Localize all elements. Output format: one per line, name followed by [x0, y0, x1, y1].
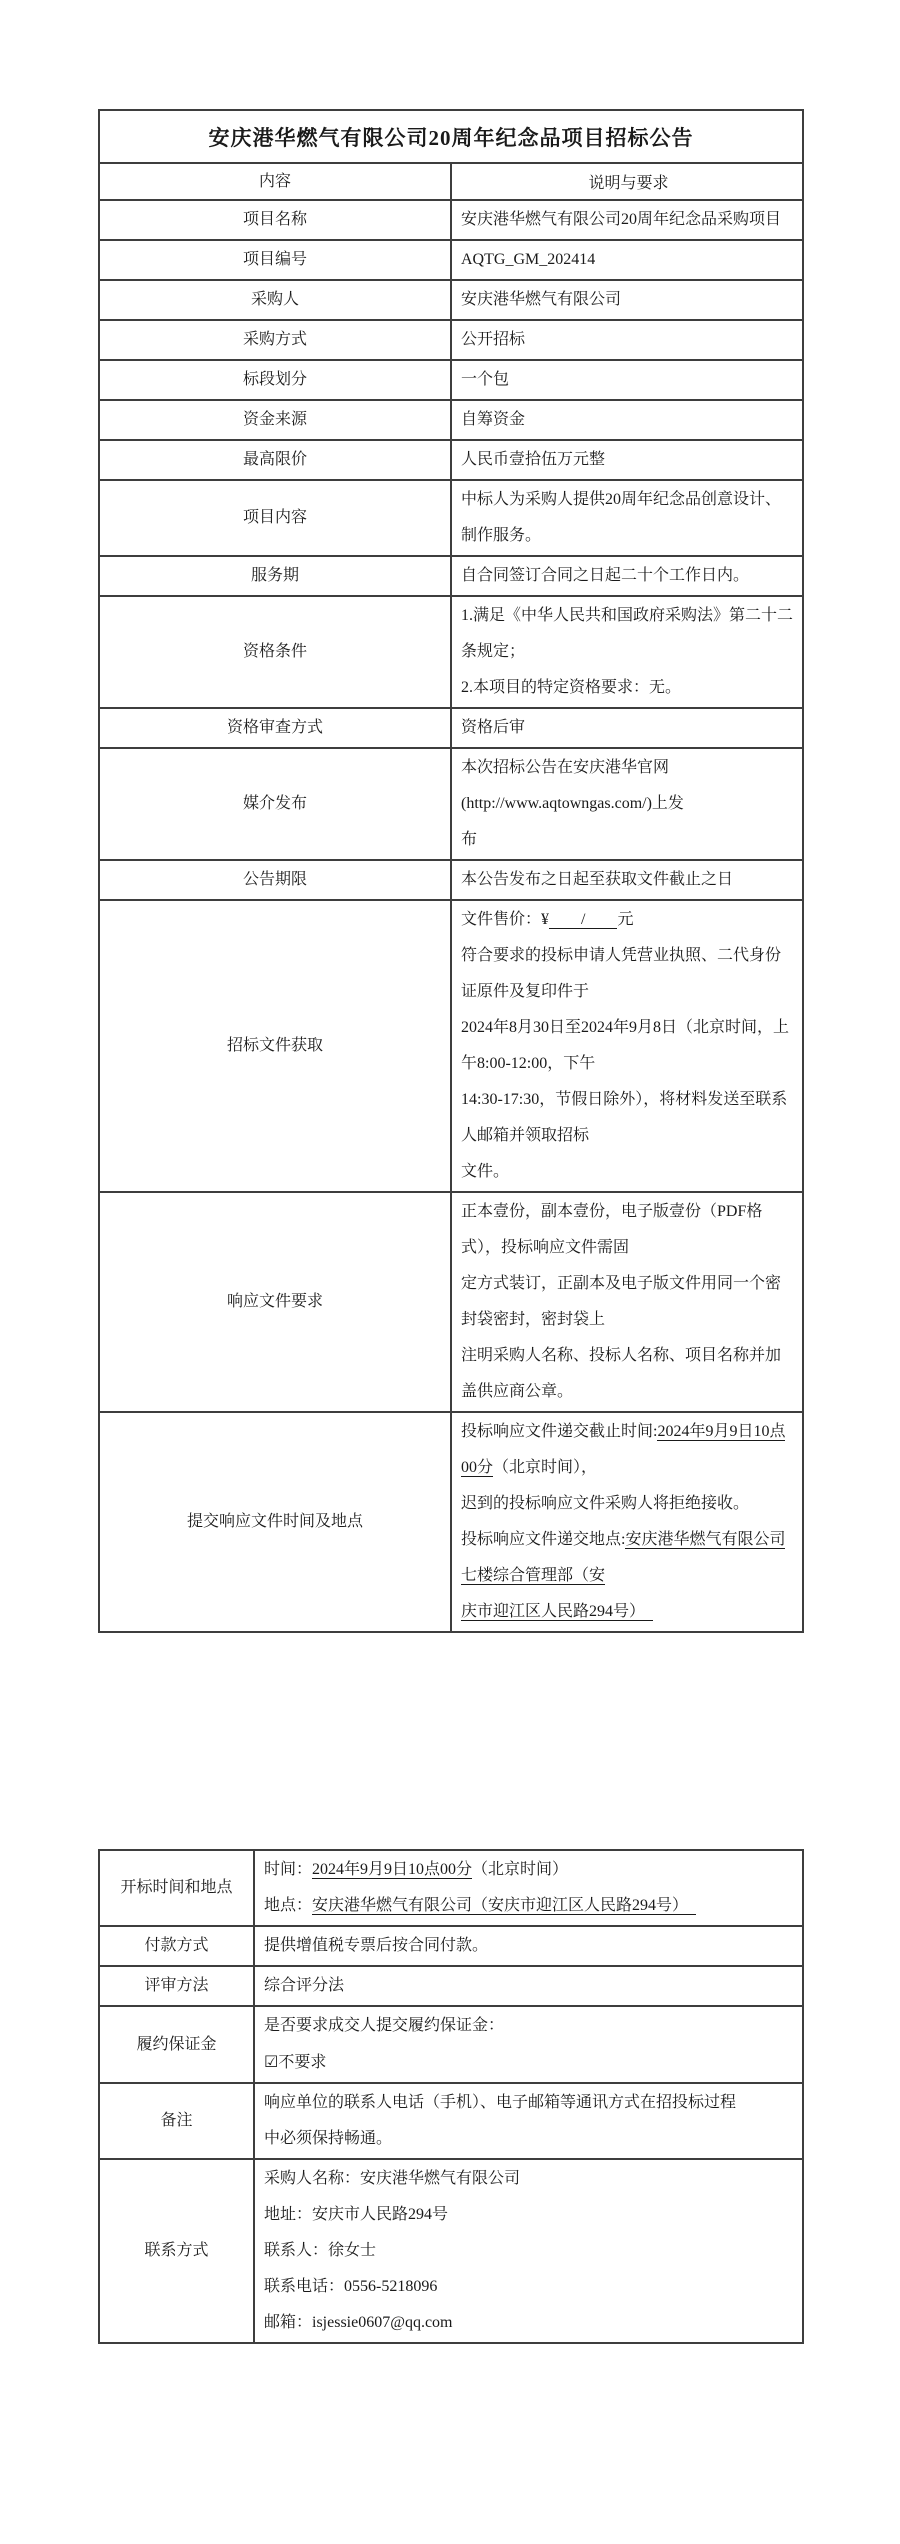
- row-value-cell: [451, 200, 803, 240]
- price-blank-field: /: [549, 911, 618, 928]
- row-value-cell: [451, 596, 803, 708]
- value-line: [461, 442, 796, 478]
- value-line: [461, 1266, 796, 1338]
- table-row: [99, 2006, 803, 2083]
- text-segment: 联系电话：0556-5218096: [264, 2278, 438, 2295]
- bid-opening-address: 安庆港华燃气有限公司（安庆市迎江区人民路294号）: [312, 1897, 697, 1914]
- text-segment: 安庆港华燃气有限公司: [461, 291, 622, 308]
- value-line: [264, 1888, 796, 1924]
- text-segment: 自筹资金: [461, 411, 526, 428]
- text-segment: 一个包: [461, 371, 510, 388]
- row-value-cell: [451, 708, 803, 748]
- text-segment: 中标人为采购人提供20周年纪念品创意设计、制作服务。: [461, 491, 782, 544]
- table-row: [99, 320, 803, 360]
- text-segment: 安庆港华燃气有限公司20周年纪念品采购项目: [461, 211, 782, 228]
- text-segment: 文件售价：¥: [461, 911, 550, 928]
- row-value-cell: [451, 280, 803, 320]
- value-line: [461, 750, 796, 822]
- value-line: [264, 1968, 796, 2004]
- value-line: [264, 2161, 796, 2197]
- row-label-cell: 项目名称: [99, 200, 451, 240]
- row-value-cell: [451, 480, 803, 556]
- row-label-cell: 最高限价: [99, 440, 451, 480]
- table-row: [99, 440, 803, 480]
- row-label-cell: 开标时间和地点: [99, 1850, 254, 1926]
- value-line: [461, 362, 796, 398]
- row-label-cell: 标段划分: [99, 360, 451, 400]
- value-line: [461, 670, 796, 706]
- header-content-column: 内容: [99, 163, 451, 200]
- text-segment: 2024年8月30日至2024年9月8日（北京时间，上午8:00-12:00，下午: [461, 1019, 790, 1072]
- tender-table-body: [99, 110, 803, 1632]
- row-label-cell: 媒介发布: [99, 748, 451, 860]
- value-line: [461, 902, 796, 938]
- text-segment: 布: [461, 831, 478, 848]
- text-segment: 2.本项目的特定资格要求：无。: [461, 679, 682, 696]
- text-segment: 迟到的投标响应文件采购人将拒绝接收。: [461, 1495, 750, 1512]
- row-value-cell: [451, 748, 803, 860]
- row-value-cell: [451, 860, 803, 900]
- text-segment: 文件。: [461, 1163, 510, 1180]
- table-row: [99, 748, 803, 860]
- table-row: [99, 1412, 803, 1632]
- deadline-datetime: 2024年9月9日10点00分: [461, 1423, 786, 1476]
- table-row: [99, 280, 803, 320]
- table-row: [99, 240, 803, 280]
- text-segment: 14:30-17:30，节假日除外），将材料发送至联系人邮箱并领取招标: [461, 1091, 788, 1144]
- value-line: [461, 242, 796, 278]
- value-line: [461, 1194, 796, 1266]
- row-value-cell: [254, 2159, 803, 2343]
- table-row: [99, 900, 803, 1192]
- value-line: [461, 938, 796, 1010]
- value-line: [264, 2197, 796, 2233]
- row-value-cell: [254, 1850, 803, 1926]
- text-segment: （北京时间）: [472, 1861, 569, 1878]
- text-segment: 是否要求成交人提交履约保证金：: [264, 2017, 505, 2034]
- table-row: [99, 1926, 803, 1966]
- row-value-cell: [451, 400, 803, 440]
- table-row: [99, 2083, 803, 2159]
- row-label-cell: 评审方法: [99, 1966, 254, 2006]
- text-segment: 定方式装订，正副本及电子版文件用同一个密封袋密封，密封袋上: [461, 1275, 782, 1328]
- text-segment: 地点：: [264, 1897, 313, 1914]
- text-segment: （北京时间），: [493, 1459, 598, 1476]
- value-line: [264, 2044, 796, 2081]
- value-line: [461, 1154, 796, 1190]
- text-segment: 投标响应文件递交地点:: [461, 1531, 626, 1548]
- checked-checkbox-icon: ☑: [264, 2052, 279, 2071]
- value-line: [264, 2233, 796, 2269]
- table-header-row: [99, 163, 803, 200]
- text-segment: 正本壹份，副本壹份，电子版壹份（PDF格式），投标响应文件需固: [461, 1203, 763, 1256]
- row-value-cell: [254, 2006, 803, 2083]
- document-title: 安庆港华燃气有限公司20周年纪念品项目招标公告: [99, 110, 803, 163]
- value-line: [264, 2008, 796, 2044]
- row-value-cell: [451, 360, 803, 400]
- row-value-cell: [451, 440, 803, 480]
- text-segment: 本次招标公告在安庆港华官网(http://www.aqtowngas.com/)上发: [461, 759, 684, 812]
- row-value-cell: [451, 1192, 803, 1412]
- row-label-cell: 资金来源: [99, 400, 451, 440]
- row-value-cell: [451, 556, 803, 596]
- text-segment: 自合同签订合同之日起二十个工作日内。: [461, 567, 750, 584]
- table-row: [99, 480, 803, 556]
- row-value-cell: [451, 240, 803, 280]
- value-line: [461, 1522, 796, 1594]
- table-row: [99, 200, 803, 240]
- bid-details-table: [98, 1849, 804, 2344]
- submission-address-continued: 庆市迎江区人民路294号）: [461, 1603, 654, 1620]
- submission-address: 安庆港华燃气有限公司七楼综合管理部（安: [461, 1531, 786, 1584]
- value-line: [264, 2305, 796, 2341]
- row-label-cell: 履约保证金: [99, 2006, 254, 2083]
- value-line: [461, 482, 796, 554]
- table-row: [99, 708, 803, 748]
- text-segment: 公开招标: [461, 331, 526, 348]
- table-row: [99, 1966, 803, 2006]
- row-label-cell: 服务期: [99, 556, 451, 596]
- row-value-cell: [451, 320, 803, 360]
- text-segment: 采购人名称：安庆港华燃气有限公司: [264, 2170, 521, 2187]
- text-segment: 响应单位的联系人电话（手机）、电子邮箱等通讯方式在招投标过程: [264, 2094, 737, 2111]
- value-line: [461, 822, 796, 858]
- table-row: [99, 360, 803, 400]
- text-segment: 投标响应文件递交截止时间:: [461, 1423, 658, 1440]
- row-label-cell: 招标文件获取: [99, 900, 451, 1192]
- table-row: [99, 596, 803, 708]
- row-value-cell: [254, 1966, 803, 2006]
- value-line: [264, 2269, 796, 2305]
- value-line: [264, 2121, 796, 2157]
- value-line: [461, 1486, 796, 1522]
- text-segment: 综合评分法: [264, 1977, 345, 1994]
- row-label-cell: 采购方式: [99, 320, 451, 360]
- value-line: [461, 1082, 796, 1154]
- bid-opening-datetime: 2024年9月9日10点00分: [312, 1861, 473, 1878]
- row-label-cell: 响应文件要求: [99, 1192, 451, 1412]
- value-line: [461, 282, 796, 318]
- table-title-row: [99, 110, 803, 163]
- text-segment: 人民币壹拾伍万元整: [461, 451, 606, 468]
- text-segment: 符合要求的投标申请人凭营业执照、二代身份证原件及复印件于: [461, 947, 782, 1000]
- row-label-cell: 采购人: [99, 280, 451, 320]
- value-line: [461, 558, 796, 594]
- row-label-cell: 付款方式: [99, 1926, 254, 1966]
- text-segment: 注明采购人名称、投标人名称、项目名称并加盖供应商公章。: [461, 1347, 782, 1400]
- value-line: [461, 1594, 796, 1630]
- row-value-cell: [254, 2083, 803, 2159]
- row-label-cell: 资格条件: [99, 596, 451, 708]
- value-line: [461, 1010, 796, 1082]
- table-row: [99, 400, 803, 440]
- table-row: [99, 1850, 803, 1926]
- row-label-cell: 项目编号: [99, 240, 451, 280]
- text-segment: 地址：安庆市人民路294号: [264, 2206, 449, 2223]
- tender-announcement-table: [98, 109, 804, 1633]
- header-requirements-column: 说明与要求: [451, 163, 803, 200]
- table-row: [99, 1192, 803, 1412]
- row-label-cell: 项目内容: [99, 480, 451, 556]
- bid-details-table-body: [99, 1850, 803, 2343]
- text-segment: 元: [617, 911, 634, 928]
- row-label-cell: 联系方式: [99, 2159, 254, 2343]
- value-line: [461, 710, 796, 746]
- row-label-cell: 提交响应文件时间及地点: [99, 1412, 451, 1632]
- value-line: [461, 322, 796, 358]
- table-row: [99, 2159, 803, 2343]
- row-label-cell: 备注: [99, 2083, 254, 2159]
- row-value-cell: [254, 1926, 803, 1966]
- value-line: [264, 1928, 796, 1964]
- row-label-cell: 资格审查方式: [99, 708, 451, 748]
- text-segment: 本公告发布之日起至获取文件截止之日: [461, 871, 734, 888]
- text-segment: 中必须保持畅通。: [264, 2130, 393, 2147]
- row-value-cell: [451, 1412, 803, 1632]
- value-line: [461, 862, 796, 898]
- value-line: [461, 1338, 796, 1410]
- value-line: [264, 1852, 796, 1888]
- row-label-cell: 公告期限: [99, 860, 451, 900]
- value-line: [264, 2085, 796, 2121]
- text-segment: 资格后审: [461, 719, 526, 736]
- text-segment: 联系人：徐女士: [264, 2242, 377, 2259]
- value-line: [461, 598, 796, 670]
- text-segment: AQTG_GM_202414: [461, 251, 596, 268]
- text-segment: 1.满足《中华人民共和国政府采购法》第二十二条规定；: [461, 607, 794, 660]
- table-row: [99, 556, 803, 596]
- table-row: [99, 860, 803, 900]
- row-value-cell: [451, 900, 803, 1192]
- value-line: [461, 1414, 796, 1486]
- text-segment: 不要求: [278, 2054, 327, 2071]
- text-segment: 提供增值税专票后按合同付款。: [264, 1937, 489, 1954]
- value-line: [461, 202, 796, 238]
- text-segment: 时间：: [264, 1861, 313, 1878]
- value-line: [461, 402, 796, 438]
- text-segment: 邮箱：isjessie0607@qq.com: [264, 2314, 453, 2331]
